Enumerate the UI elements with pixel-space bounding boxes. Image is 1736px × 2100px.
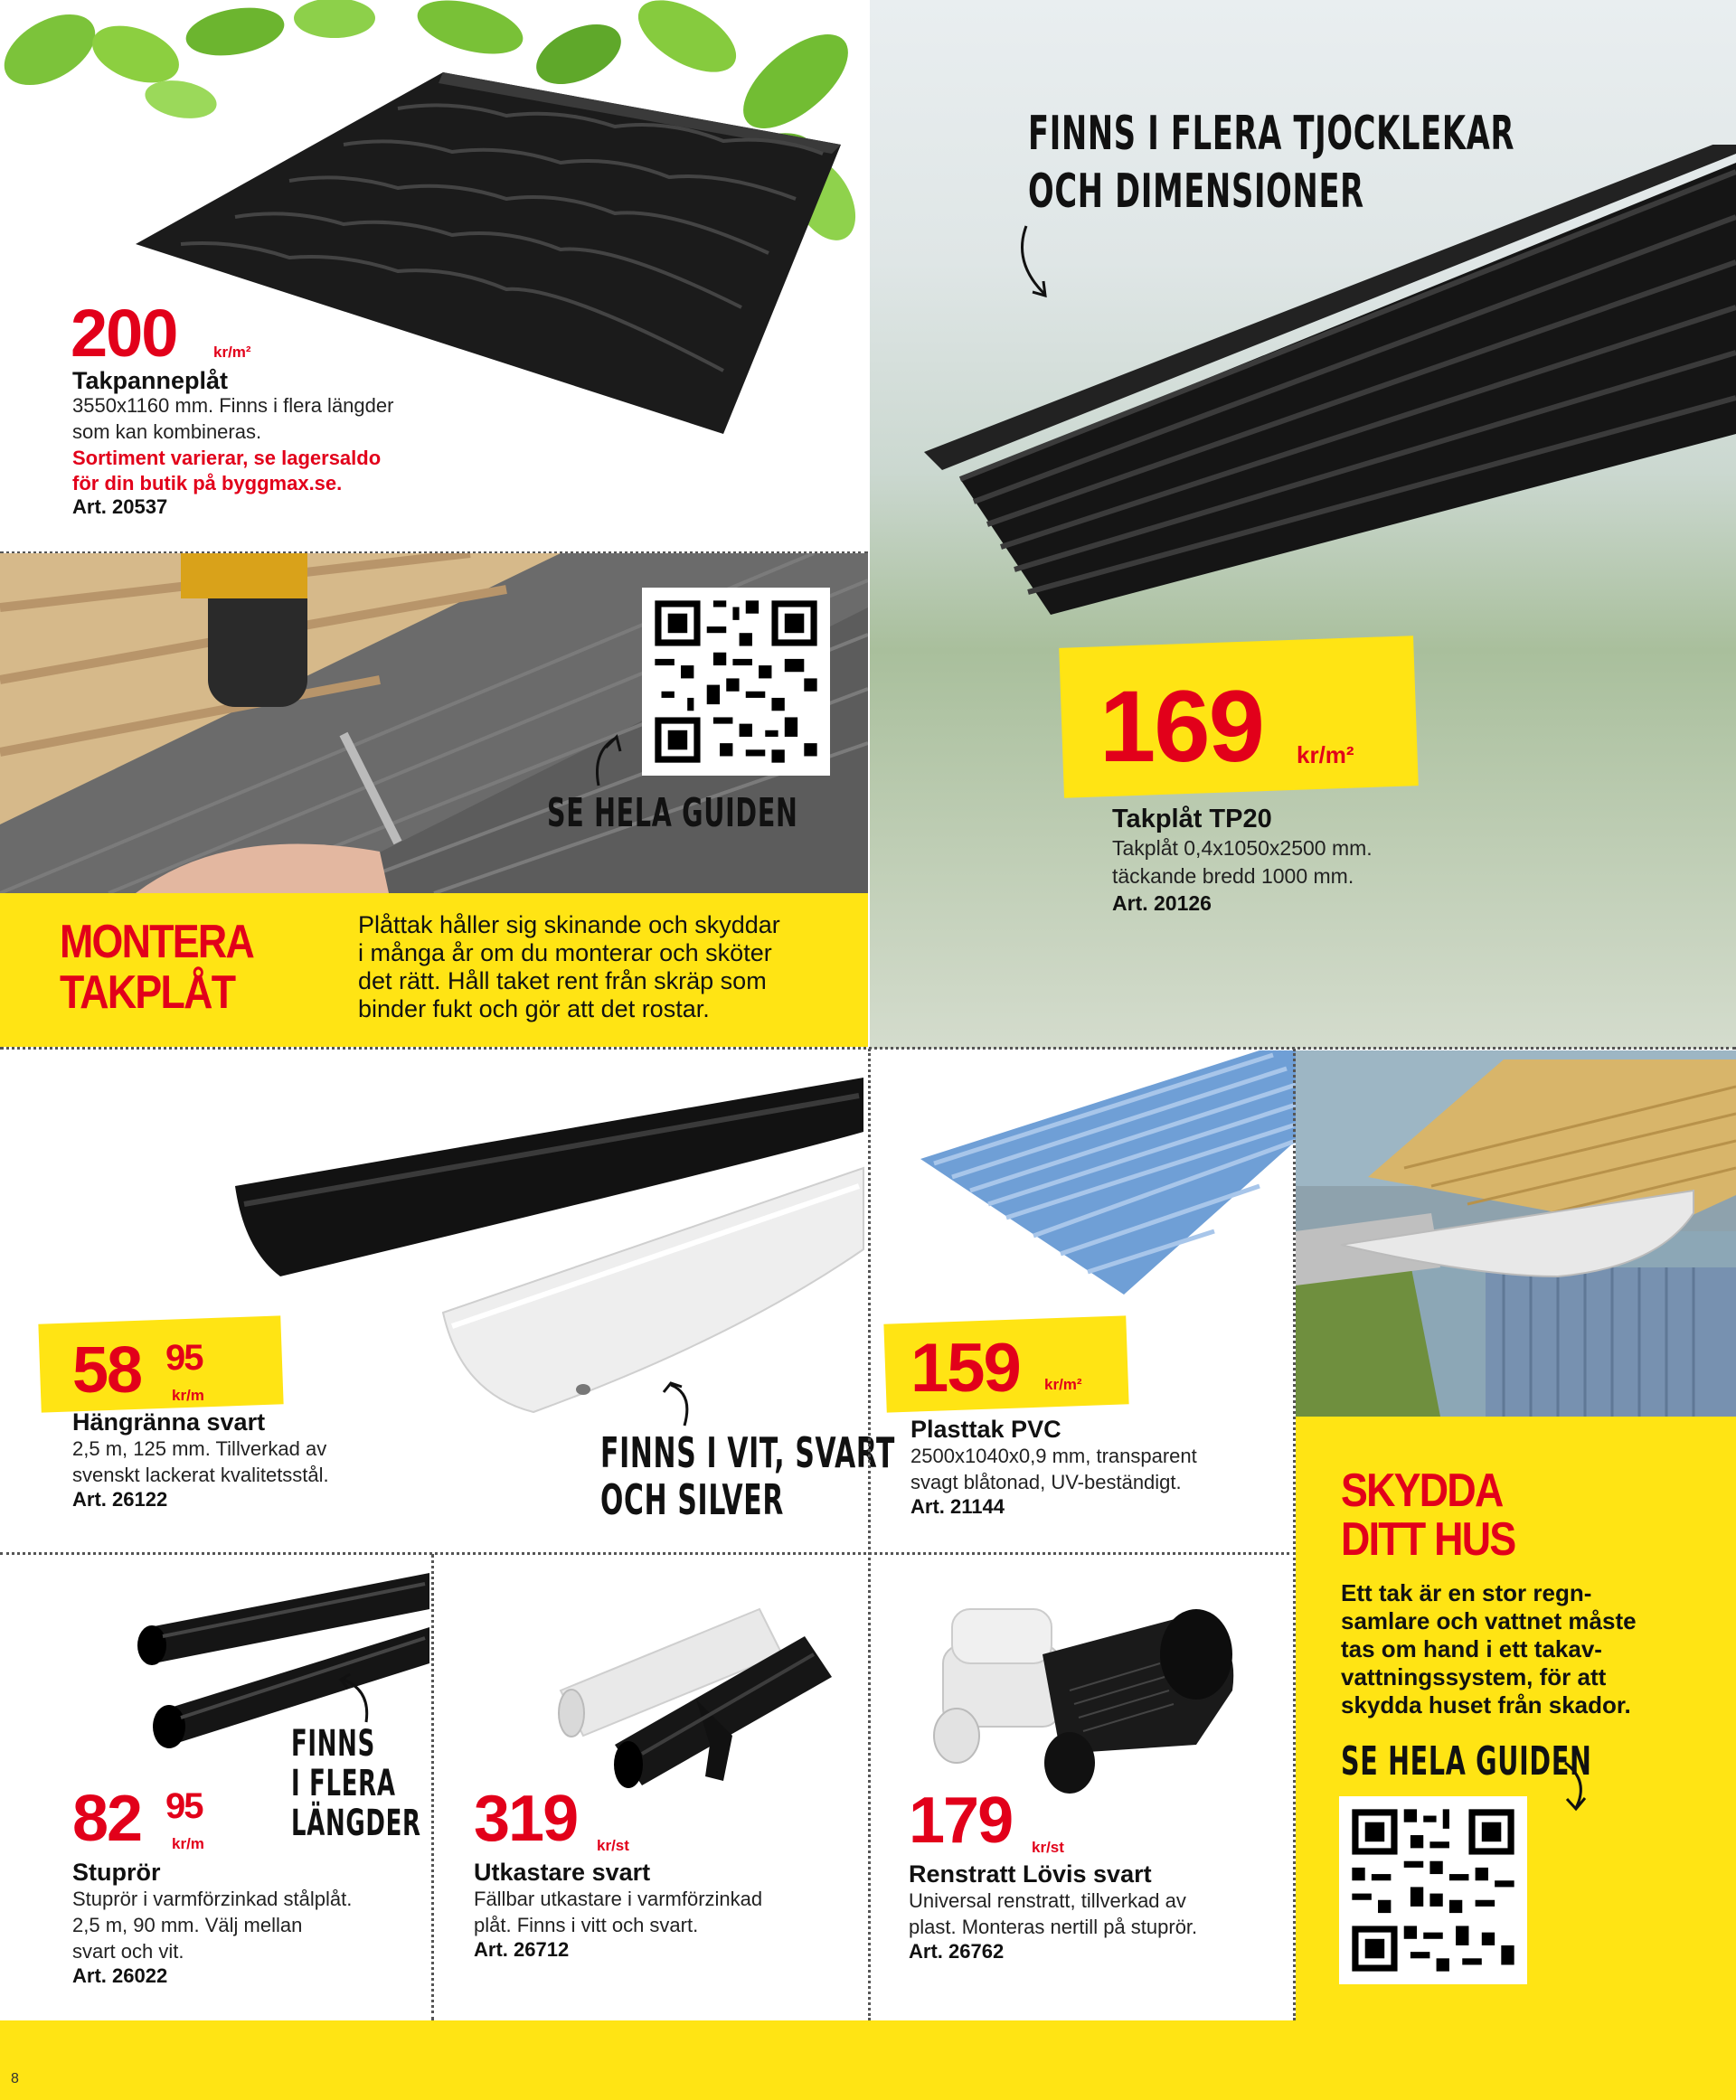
curved-arrow-icon [1558,1758,1594,1813]
renstratt-art: Art. 26762 [909,1940,1005,1963]
renstratt-name: Renstratt Lövis svart [909,1860,1152,1888]
montera-body-line2: i många år om du monterar och sköter [358,939,772,966]
skydda-body-line5: skydda huset från skador. [1341,1691,1631,1719]
takpanneplat-section [0,0,868,551]
qr-code-skydda[interactable] [1339,1796,1527,1984]
takpanneplat-art: Art. 20537 [72,495,168,518]
stupror-art: Art. 26022 [72,1964,168,1987]
curved-arrow-icon [588,730,624,793]
hangranna-image [226,1069,868,1448]
skydda-body-line4: vattningssystem, för att [1341,1663,1607,1690]
plasttak-section [871,1050,1296,1552]
renstratt-section [871,1555,1293,2020]
skydda-ditt-hus-panel [1296,1417,1736,2020]
hangranna-desc-line2: svenskt lackerat kvalitetsstål. [72,1464,329,1486]
renstratt-image [925,1591,1250,1799]
plasttak-price-unit: kr/m² [1044,1376,1082,1393]
skydda-heading-line2: DITT HUS [1341,1513,1515,1566]
renstratt-price: 179 [909,1785,1013,1857]
stupror-price-cents: 95 [165,1786,203,1826]
tp20-callout-line2: OCH DIMENSIONER [1028,165,1364,219]
guide-photo [0,553,868,893]
takpanneplat-note-line2: för din butik på byggmax.se. [72,472,343,494]
curved-arrow-icon [1013,221,1058,303]
montera-heading-line2: TAKPLÅT [60,966,235,1019]
tp20-price-unit: kr/m² [1297,741,1354,768]
utkastare-image [552,1591,850,1799]
stupror-price: 82 [72,1783,142,1855]
hangranna-name: Hängränna svart [72,1408,266,1436]
stupror-image [136,1573,434,1763]
stupror-desc-line3: svart och vit. [72,1940,184,1963]
hangranna-price: 58 [72,1334,142,1407]
plasttak-name: Plasttak PVC [910,1416,1061,1443]
montera-takplat-panel [0,893,868,1047]
stupror-callout-line3: LÄNGDER [291,1803,421,1844]
stupror-desc-line1: Stuprör i varmförzinkad stålplåt. [72,1888,353,1910]
tp20-callout-line1: FINNS I FLERA TJOCKLEKAR [1028,107,1515,161]
tp20-section [870,0,1736,1049]
hangranna-price-cents: 95 [165,1338,203,1378]
plasttak-price: 159 [910,1330,1020,1407]
renstratt-desc-line2: plast. Monteras nertill på stuprör. [909,1916,1198,1938]
skydda-body-line1: Ett tak är en stor regn- [1341,1579,1592,1606]
montera-heading-line1: MONTERA [60,916,254,968]
takpanneplat-note-line1: Sortiment varierar, se lagersaldo [72,447,382,469]
page-number: 8 [11,2071,19,2086]
hangranna-callout-line2: OCH SILVER [600,1475,785,1524]
montera-body-line3: det rätt. Håll taket rent från skräp som [358,967,767,994]
utkastare-desc-line1: Fällbar utkastare i varmförzinkad [474,1888,763,1910]
tp20-price: 169 [1099,670,1263,783]
utkastare-price: 319 [474,1783,578,1855]
plasttak-desc-line1: 2500x1040x0,9 mm, transparent [910,1445,1197,1467]
takpanneplat-desc-line1: 3550x1160 mm. Finns i flera längder [72,394,394,417]
tp20-name: Takplåt TP20 [1112,805,1272,833]
takpanneplat-name: Takpanneplåt [72,367,229,394]
stupror-price-unit: kr/m [172,1835,204,1852]
stupror-section [0,1555,430,2020]
utkastare-price-unit: kr/st [597,1837,629,1854]
hangranna-price-unit: kr/m [172,1387,204,1404]
stupror-desc-line2: 2,5 m, 90 mm. Välj mellan [72,1914,303,1936]
footer-bar [0,2020,1736,2100]
qr-code-icon [642,588,830,776]
house-photo [1296,1050,1736,1417]
qr-code-takplat[interactable] [642,588,830,776]
takpanneplat-image [127,63,850,443]
curved-arrow-icon [662,1376,698,1430]
hangranna-art: Art. 26122 [72,1488,168,1511]
stupror-callout-line2: I FLERA [291,1763,396,1804]
divider [1293,1049,1296,2020]
skydda-body-line2: samlare och vattnet måste [1341,1607,1637,1634]
montera-body-line4: binder fukt och gör att det rostar. [358,995,710,1022]
utkastare-art: Art. 26712 [474,1938,570,1961]
house-gutter-photo [1296,1050,1736,1417]
renstratt-price-unit: kr/st [1032,1839,1064,1856]
utkastare-desc-line2: plåt. Finns i vitt och svart. [474,1914,699,1936]
utkastare-section [434,1555,866,2020]
takpanneplat-price: 200 [71,296,177,371]
tp20-desc-line2: täckande bredd 1000 mm. [1112,864,1354,888]
plasttak-image [916,1050,1296,1295]
tp20-image [870,145,1736,723]
curved-arrow-icon [330,1672,375,1727]
plasttak-art: Art. 21144 [910,1495,1005,1518]
montera-body-line1: Plåttak håller sig skinande och skyddar [358,911,780,938]
hangranna-section [0,1050,896,1552]
skydda-body-line3: tas om hand i ett takav- [1341,1635,1602,1662]
qr-code-icon [1339,1796,1527,1984]
tp20-desc-line1: Takplåt 0,4x1050x2500 mm. [1112,836,1373,860]
guide-link-skydda[interactable]: SE HELA GUIDEN [1341,1738,1592,1785]
renstratt-desc-line1: Universal renstratt, tillverkad av [909,1889,1186,1912]
skydda-heading-line1: SKYDDA [1341,1464,1503,1517]
hangranna-desc-line1: 2,5 m, 125 mm. Tillverkad av [72,1437,327,1460]
stupror-name: Stuprör [72,1859,161,1886]
stupror-callout-line1: FINNS [291,1723,375,1765]
guide-link-takplat[interactable]: SE HELA GUIDEN [547,790,798,836]
takpanneplat-price-unit: kr/m² [213,344,251,361]
plasttak-desc-line2: svagt blåtonad, UV-beständigt. [910,1471,1182,1493]
hangranna-callout-line1: FINNS I VIT, SVART [600,1428,896,1477]
takpanneplat-desc-line2: som kan kombineras. [72,420,262,443]
tp20-art: Art. 20126 [1112,891,1212,915]
utkastare-name: Utkastare svart [474,1859,651,1886]
